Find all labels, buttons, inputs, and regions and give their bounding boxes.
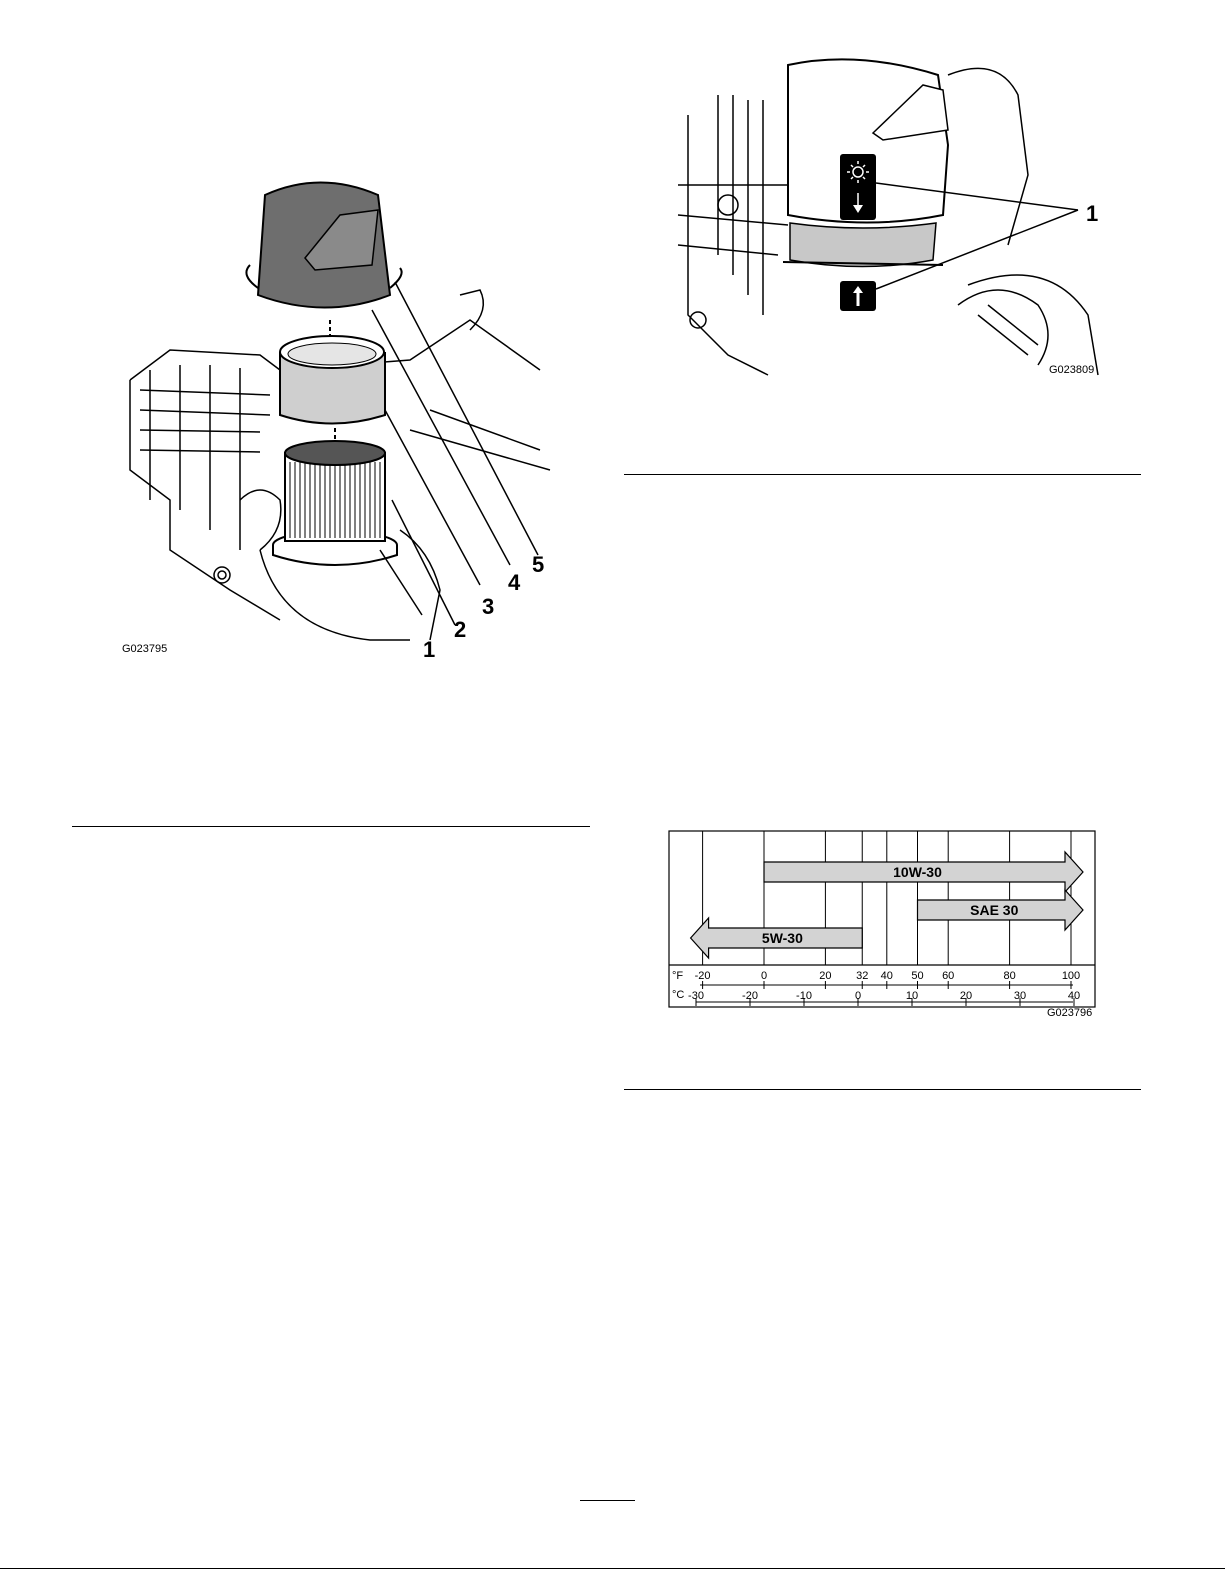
celsius-tick-label: -10 — [796, 990, 812, 1002]
section-divider-right-bottom — [624, 1089, 1141, 1090]
celsius-tick-label: 20 — [959, 990, 973, 1002]
indicator-illustration — [668, 55, 1113, 380]
figure-code-right: G023809 — [1049, 364, 1095, 376]
celsius-tick-label: 10 — [905, 990, 919, 1002]
callout-3: 3 — [482, 594, 495, 619]
grade-label: 5W-30 — [761, 930, 803, 946]
celsius-tick-label: 30 — [1013, 990, 1027, 1002]
page-number-rule — [580, 1500, 635, 1501]
oil-viscosity-chart — [668, 830, 1098, 1020]
celsius-tick-label: -30 — [688, 990, 704, 1002]
air-cleaner-indicator-figure — [668, 55, 1113, 380]
fahrenheit-tick-label: 0 — [760, 970, 768, 982]
air-cleaner-exploded-figure — [110, 170, 570, 670]
figure-code-left: G023795 — [122, 643, 168, 655]
callout-2: 2 — [454, 617, 467, 642]
callout-1: 1 — [423, 637, 436, 662]
section-divider-right-top — [624, 474, 1141, 475]
celsius-tick-label: 40 — [1067, 990, 1081, 1002]
fahrenheit-label: °F — [672, 970, 684, 982]
footer-rule — [0, 1568, 1225, 1569]
callout-5: 5 — [532, 552, 545, 577]
celsius-tick-label: -20 — [742, 990, 758, 1002]
foam-precleaner — [280, 336, 385, 424]
fahrenheit-tick-label: 20 — [819, 970, 832, 982]
fahrenheit-tick-label: 100 — [1061, 970, 1081, 982]
section-divider-left — [72, 826, 590, 827]
celsius-tick-label: 0 — [854, 990, 862, 1002]
grade-label: 10W-30 — [893, 864, 942, 880]
fahrenheit-tick-label: 50 — [911, 970, 924, 982]
grade-label: SAE 30 — [970, 902, 1019, 918]
oil-chart-svg — [668, 830, 1098, 1020]
callout-4: 4 — [508, 570, 521, 595]
fahrenheit-tick-label: 40 — [880, 970, 893, 982]
air-cleaner-cover — [246, 183, 401, 308]
fahrenheit-tick-label: 32 — [856, 970, 869, 982]
fahrenheit-tick-label: 60 — [942, 970, 955, 982]
fahrenheit-tick-label: 80 — [1003, 970, 1016, 982]
callout-right-1: 1 — [1086, 201, 1099, 226]
figure-code-chart: G023796 — [1047, 1007, 1093, 1019]
paper-filter-element — [285, 441, 385, 541]
fahrenheit-tick-label: -20 — [694, 970, 711, 982]
celsius-label: °C — [672, 989, 685, 1001]
air-cleaner-illustration — [110, 170, 570, 670]
